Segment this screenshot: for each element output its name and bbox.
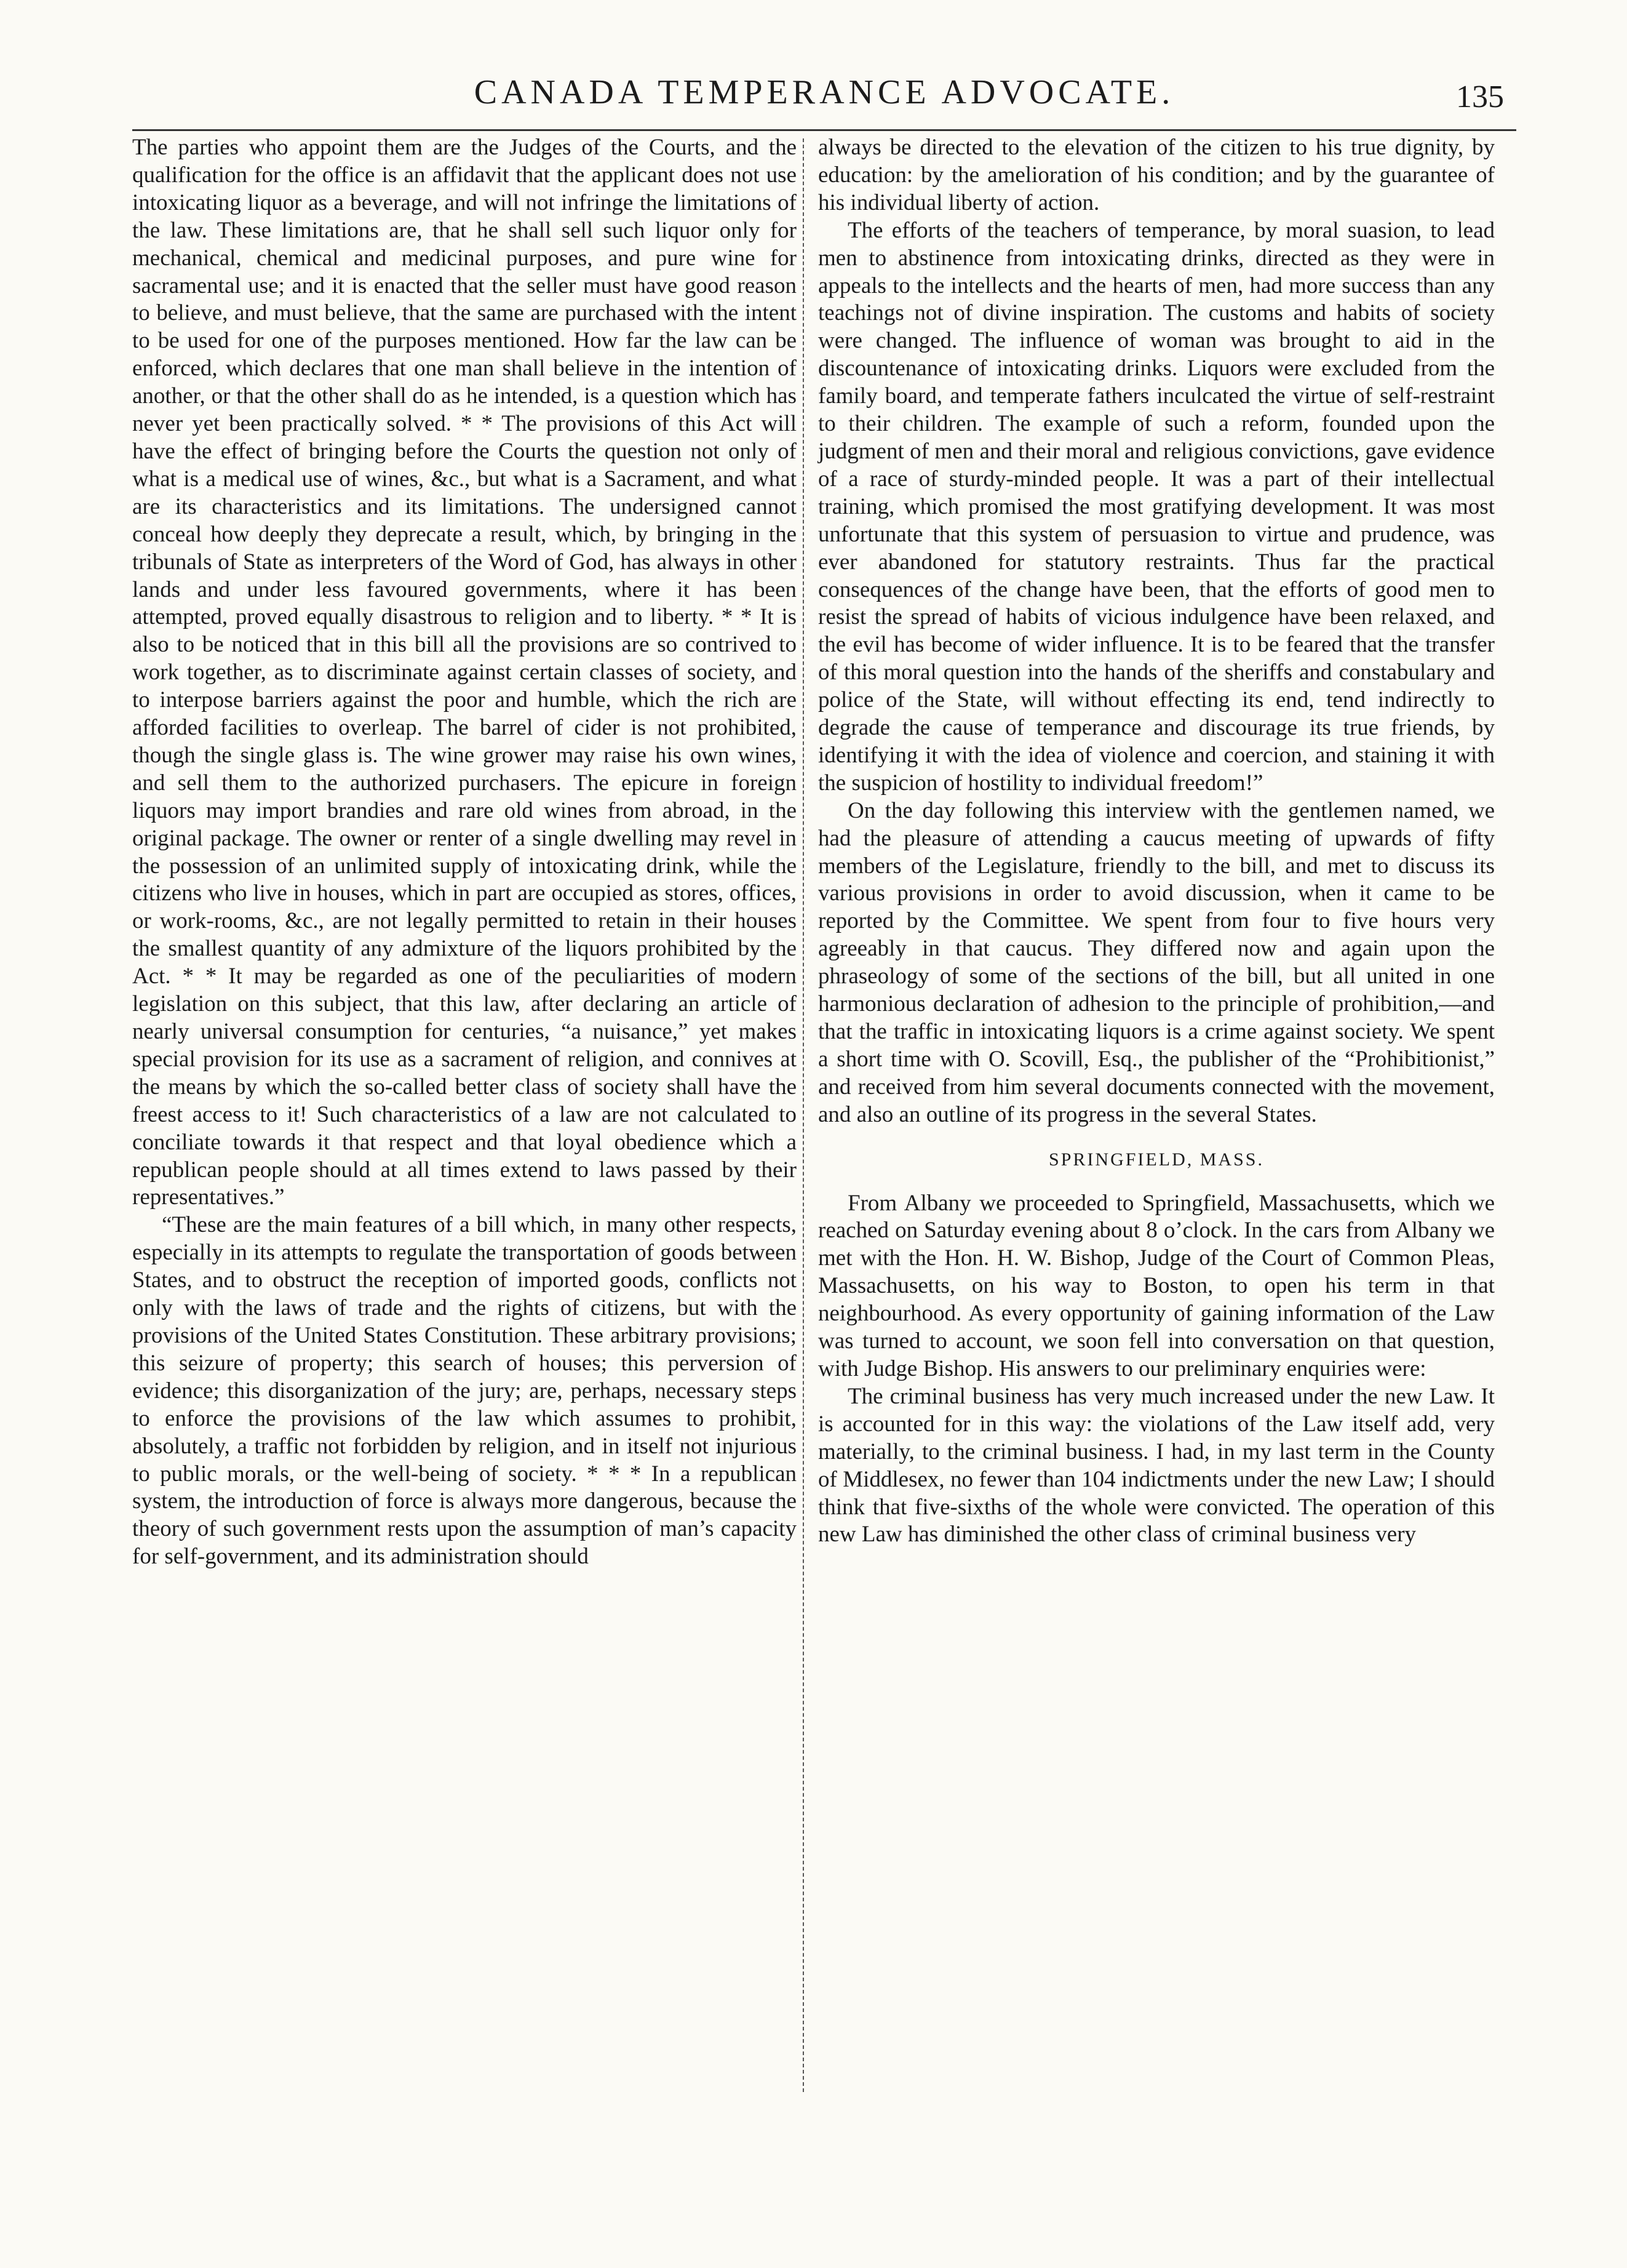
right-paragraph-1: always be directed to the elevation of the citizen to his true dignity, by education: by the amelioration of his condition; and by the guarantee of his individual liberty of action. bbox=[818, 135, 1495, 215]
right-column bbox=[818, 134, 1495, 1549]
left-paragraph-2: “These are the main features of a bill which, in many other respects, especially in its attempts to regulate the transportation of goods between States, and to obstruct the reception of imported goods, conflicts not only with the laws of trade and the rights of citizens, but with the provisions of the United States Constitution. These arbitrary provisions; this seizure of property; this search of houses; this perversion of evidence; this disorganization of the jury; are, perhaps, necessary steps to enforce the provisions of the law which assumes to prohibit, absolutely, a traffic not forbidden by religion, and in itself not injurious to public morals, or the well-being of society. * * * In a republican system, the introduction of force is always more dangerous, because the theory of such government rests upon the assumption of man’s capacity for self-government, and its administration should bbox=[132, 1212, 797, 1570]
right-paragraph-2: The efforts of the teachers of temperance, by moral suasion, to lead men to abstinence from intoxicating drinks, directed as they were in appeals to the intellects and the hearts of men, had more success than any teachings not of divine inspiration. The customs and habits of society were changed. The influence of woman was brought to aid in the discountenance of intoxicating drinks. Liquors were excluded from the family board, and temperate fathers inculcated the virtue of self-restraint to their children. The example of such a reform, founded upon the judgment of men and their moral and religious convictions, gave evidence of a race of sturdy-minded people. It was a part of their intellectual training, which promised the most gratifying development. It was most unfortunate that this system of persuasion to virtue and prudence, was ever abandoned for statutory restraints. Thus far the practical consequences of the change have been, that the efforts of good men to resist the spread of habits of vicious indulgence have been relaxed, and the evil has become of wider influence. It is to be feared that the transfer of this moral question into the hands of the sheriffs and constabulary and police of the State, will without effecting its end, tend indirectly to degrade the cause of temperance and discourage its true friends, by identifying it with the idea of violence and coercion, and staining it with the suspicion of hostility to individual freedom!” bbox=[818, 217, 1495, 796]
header-rule bbox=[132, 129, 1516, 131]
page-number: 135 bbox=[1456, 79, 1504, 114]
right-paragraph-4: From Albany we proceeded to Springfield, Massachusetts, which we reached on Saturday evening about 8 o’clock. In the cars from Albany we met with the Hon. H. W. Bishop, Judge of the Court of Common Pleas, Massachusetts, on his way to Boston, to open his term in that neighbourhood. As every opportunity of gaining information of the Law was turned to account, we soon fell into conversation on that question, with Judge Bishop. His answers to our preliminary enquiries were: bbox=[818, 1190, 1495, 1381]
column-divider bbox=[803, 138, 804, 2092]
left-column bbox=[132, 134, 797, 1571]
running-title: CANADA TEMPERANCE ADVOCATE. bbox=[474, 73, 1175, 111]
section-heading: SPRINGFIELD, MASS. bbox=[1049, 1149, 1264, 1170]
right-paragraph-3: On the day following this interview with the gentlemen named, we had the pleasure of attending a caucus meeting of upwards of fifty members of the Legislature, friendly to the bill, and met to discuss its various provisions in order to avoid discussion, when it came to be reported by the Committee. We spent from four to five hours very agreeably in that caucus. They differed now and again upon the phraseology of some of the sections of the bill, but all united in one harmonious declaration of adhesion to the principle of prohibition,—and that the traffic in intoxicating liquors is a crime against society. We spent a short time with O. Scovill, Esq., the publisher of the “Prohibitionist,” and received from him several documents connected with the movement, and also an outline of its progress in the several States. bbox=[818, 797, 1495, 1127]
page-header bbox=[132, 73, 1516, 122]
right-paragraph-5: The criminal business has very much increased under the new Law. It is accounted for in this way: the violations of the Law itself add, very materially, to the criminal business. I had, in my last term in the County of Middlesex, no fewer than 104 indictments under the new Law; I should think that five-sixths of the whole were convicted. The operation of this new Law has diminished the other class of criminal business very bbox=[818, 1383, 1495, 1547]
left-paragraph-1: The parties who appoint them are the Judges of the Courts, and the qualification for the office is an affidavit that the applicant does not use intoxicating liquor as a beverage, and will not infringe the limitations of the law. These limitations are, that he shall sell such liquor only for mechanical, chemical and medicinal purposes, and pure wine for sacramental use; and it is enacted that the seller must have good reason to believe, and must believe, that the same are purchased with the intent to be used for one of the purposes mentioned. How far the law can be enforced, which declares that one man shall believe in the intention of another, or that the other shall do as he intended, is a question which has never yet been practically solved. * * The provisions of this Act will have the effect of bringing before the Courts the question not only of what is a medical use of wines, &c., but what is a Sacrament, and what are its characteristics and its limitations. The undersigned cannot conceal how deeply they deprecate a result, which, by bringing in the tribunals of State as interpreters of the Word of God, has always in other lands and under less favoured governments, where it has been attempted, proved equally disastrous to religion and to liberty. * * It is also to be noticed that in this bill all the provisions are so contrived to work together, as to discriminate against certain classes of society, and to interpose barriers against the poor and humble, which the rich are afforded facilities to overleap. The barrel of cider is not prohibited, though the single glass is. The wine grower may raise his own wines, and sell them to the authorized purchasers. The epicure in foreign liquors may import brandies and rare old wines from abroad, in the original package. The owner or renter of a single dwelling may revel in the possession of an unlimited supply of intoxicating drink, while the citizens who live in houses, which in part are occupied as stores, offices, or work-rooms, &c., are not legally permitted to retain in their houses the smallest quantity of any admixture of the liquors prohibited by the Act. * * It may be regarded as one of the peculiarities of modern legislation on this subject, that this law, after declaring an article of nearly universal consumption for centuries, “a nuisance,” yet makes special provision for its use as a sacrament of religion, and connives at the means by which the so-called better class of society shall have the freest access to it! Such characteristics of a law are not calculated to conciliate towards it that respect and that loyal obedience which a republican people should at all times extend to laws passed by their representatives.” bbox=[132, 135, 797, 1210]
